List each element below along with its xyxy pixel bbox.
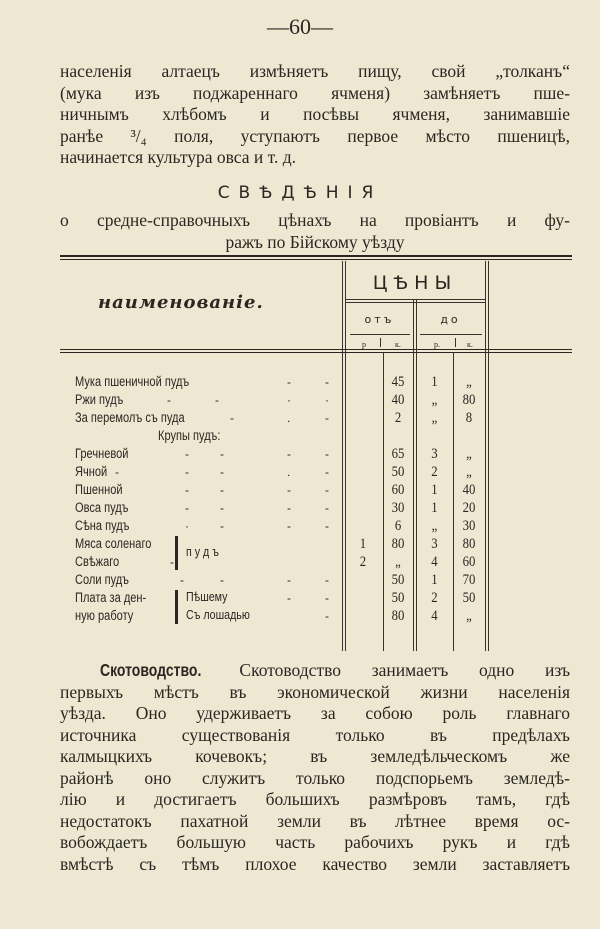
cell-to-rub: 2 [431, 464, 438, 480]
header-rule [346, 299, 485, 300]
header-rule [420, 334, 482, 335]
cell-to-kop: „ [466, 446, 472, 462]
col-divider [416, 300, 417, 651]
livestock-paragraph [60, 660, 570, 875]
table-subtitle [60, 209, 570, 253]
cell-to-kop: „ [466, 374, 472, 390]
cell-from-rub: 1 [359, 536, 367, 552]
row-label: Свѣжаго [75, 554, 120, 569]
cell-to-kop: „ [466, 464, 472, 480]
header-from-kop: к. [395, 340, 401, 349]
group-brace [175, 590, 178, 624]
cell-from-kop: „ [395, 554, 401, 570]
row-label: Пшенной [75, 482, 123, 497]
header-to-kop: к. [467, 340, 473, 349]
row-label: Соли пудъ [75, 572, 129, 587]
subtitle-line: ражъ по Бійскому уѣзду [225, 232, 405, 252]
intro-paragraph [60, 61, 570, 169]
row-label: Овса пудъ [75, 500, 129, 515]
header-to-rub: р. [434, 340, 440, 349]
header-prices: ЦѢНЫ [372, 272, 458, 294]
table-heading: СВѢДѢНІЯ [217, 183, 383, 203]
text-line: ничнымъ хлѣбомъ и посѣвы ячменя, занимавшіе [60, 104, 570, 124]
header-rule [346, 302, 485, 303]
cell-to-kop: 20 [462, 500, 476, 516]
text-line: начинается культура овса и т. д. [60, 147, 297, 167]
text-line: вмѣстѣ съ тѣмъ плохое качество земли заставляетъ [60, 853, 570, 874]
unit-divider [380, 338, 381, 347]
row-label: Крупы пудъ: [158, 428, 221, 443]
cell-to-kop: 50 [462, 590, 476, 606]
col-divider [413, 300, 414, 651]
cell-from-kop: 2 [394, 410, 402, 426]
text-line: источника существованія только въ предѣлахъ [60, 724, 570, 745]
col-divider [383, 352, 384, 651]
cell-from-kop: 30 [391, 500, 405, 516]
row-label: Ячной [75, 464, 108, 479]
page-number: —60— [267, 14, 333, 39]
text-line: недостатокъ пахатной земли въ лѣтнее время ос- [60, 810, 570, 831]
cell-from-kop: 45 [391, 374, 405, 390]
text-line: районѣ оно служитъ только подспорьемъ земледѣ- [60, 767, 570, 788]
row-label: Сѣна пудъ [75, 518, 130, 533]
section-lead: Скотоводство. [100, 660, 202, 680]
cell-from-kop: 40 [391, 392, 405, 408]
cell-from-kop: 6 [394, 518, 402, 534]
cell-to-rub: 1 [431, 374, 438, 390]
header-rule [350, 334, 410, 335]
sub-label: Съ лошадью [186, 607, 250, 622]
cell-from-kop: 80 [391, 536, 405, 552]
group-brace [175, 536, 178, 570]
col-divider [453, 352, 454, 651]
header-to: до [440, 313, 461, 326]
cell-to-rub: 3 [431, 536, 438, 552]
text-line: (мука изъ поджареннаго ячменя) замѣняетъ пше- [60, 82, 570, 103]
cell-to-rub: „ [431, 410, 438, 426]
cell-from-kop: 50 [391, 464, 405, 480]
col-divider [485, 261, 486, 651]
header-from-rub: р [362, 340, 366, 349]
cell-to-rub: 2 [431, 590, 438, 606]
cell-to-kop: 60 [462, 554, 476, 570]
cell-to-rub: „ [431, 392, 438, 408]
text-line: ранѣе ³/₄ поля, уступаютъ первое мѣсто пшеницѣ, [60, 125, 570, 146]
header-bottom-rule-2 [60, 352, 572, 353]
table-top-rule [60, 255, 572, 257]
row-label: За перемолъ съ пуда [75, 410, 185, 425]
cell-to-kop: 30 [462, 518, 476, 534]
cell-from-kop: 50 [391, 572, 405, 588]
text-line [60, 660, 570, 682]
row-label: Мяса соленаго [75, 536, 152, 551]
row-label: Мука пшеничной пудъ [75, 374, 190, 389]
text-line: лію и достигаетъ большихъ размѣровъ тамъ, гдѣ [60, 789, 570, 809]
cell-from-kop: 50 [391, 590, 405, 606]
cell-to-kop: 80 [462, 536, 476, 552]
cell-from-kop: 65 [391, 446, 405, 462]
text-line: населенія алтаецъ измѣняетъ пищу, свой „толканъ“ [60, 61, 570, 81]
table-top-rule-thin [60, 259, 572, 260]
cell-to-rub: 3 [431, 446, 438, 462]
cell-to-kop: 80 [462, 392, 476, 408]
text-line-content: Скотоводство занимаетъ одно изъ [239, 660, 571, 680]
cell-to-rub: „ [431, 518, 438, 534]
text-line: первыхъ мѣстъ въ экономической жизни населенія [60, 681, 570, 702]
col-divider [342, 261, 343, 651]
cell-from-kop: 80 [391, 608, 405, 624]
sub-label: Пѣшему [186, 589, 228, 604]
row-label: Ржи пудъ [75, 392, 124, 407]
cell-from-kop: 60 [391, 482, 405, 498]
header-from: отъ [364, 313, 395, 326]
cell-to-kop: 40 [462, 482, 476, 498]
text-line: вобождаетъ большую часть рабочихъ рукъ и гдѣ [60, 832, 570, 852]
col-divider [488, 261, 489, 651]
cell-to-kop: 8 [465, 410, 473, 426]
text-line: уѣзда. Оно удерживаетъ за собою роль главнаго [60, 703, 570, 723]
cell-to-rub: 1 [431, 482, 438, 498]
cell-to-rub: 4 [431, 608, 438, 624]
cell-to-rub: 1 [431, 500, 438, 516]
row-label: Плата за ден- [75, 590, 147, 605]
header-name-column: наименованіе. [98, 292, 264, 313]
row-label: ную работу [75, 608, 134, 623]
cell-to-kop: 70 [462, 572, 476, 588]
text-line: калмыцкихъ кочевокъ; въ земледѣльческомъ же [60, 746, 570, 766]
cell-to-rub: 4 [431, 554, 438, 570]
cell-from-rub: 2 [359, 554, 367, 570]
group-label-pud: п у д ъ [186, 544, 219, 559]
subtitle-line: о средне-справочныхъ цѣнахъ на провіантъ и фу- [60, 210, 570, 230]
cell-to-rub: 1 [431, 572, 438, 588]
row-label: Гречневой [75, 446, 129, 461]
cell-to-kop: „ [466, 608, 472, 624]
header-bottom-rule [60, 349, 572, 350]
